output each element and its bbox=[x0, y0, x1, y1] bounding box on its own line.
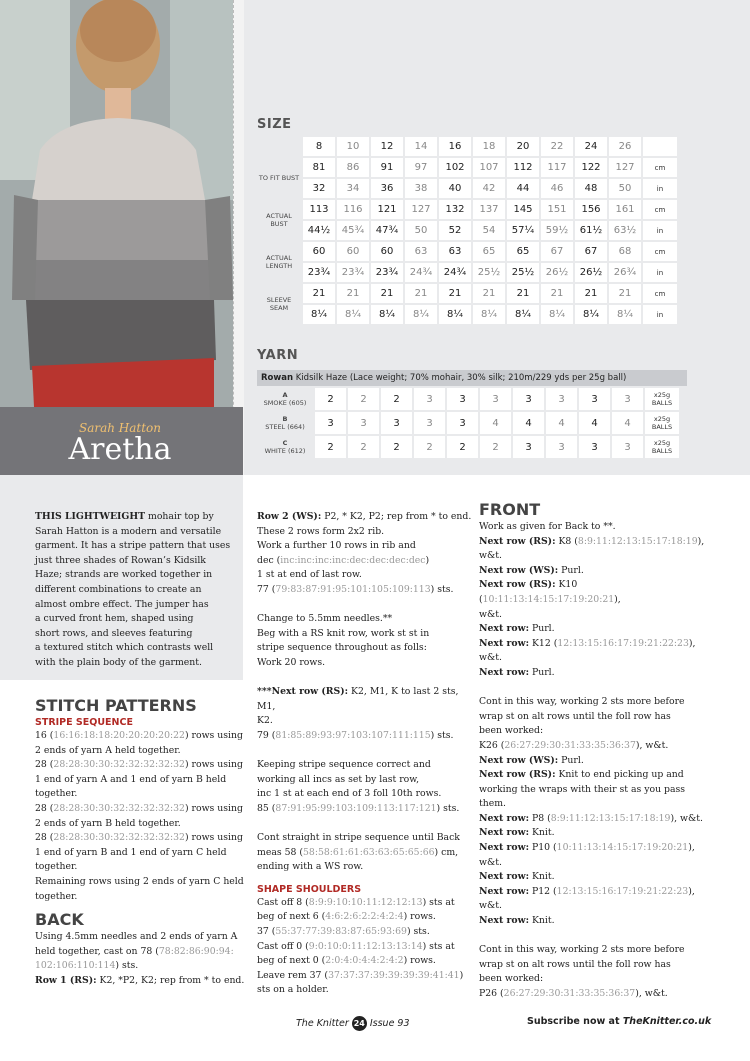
size-cell: 45¾ bbox=[337, 221, 369, 240]
stitch-column: STITCH PATTERNS STRIPE SEQUENCE 16 (16:16:18:18:20:20:20:20:22) rows using 2 ends of yarn A held together. 28 (28:28:30:30:32:32:32:32:32) rows using 1 end of yarn A and 1 end of yarn B held together. 28 (28:28:30:30:32:32:32:32:32) rows using 2 ends of yarn B held together. 28 (28:28:30:30:32:32:32:32:32) rows using 1 end of yarn B and 1 end of yarn C held together. Remaining rows using 2 ends of yarn C held together. BACK Using 4.5mm needles and 2 ends of yarn A held together, cast on 78 (78:82:86:90:94: 102:106:110:114) sts. Row 1 (RS): K2, *P2, K2; rep from * to end. bbox=[35, 696, 245, 986]
garment-photo bbox=[0, 0, 243, 407]
size-row-label: TO FIT BUST bbox=[258, 174, 300, 182]
front-column: FRONT Work as given for Back to **. Next row (RS): K8 (8:9:11:12:13:15:17:18:19), w&t. Next row (WS): Purl. Next row (RS): K10 (10:11:13:14:15:17:19:20:21), w&t. Next row: Purl. Next row: K12 (12:13:15:16:17:19:21:22:23), w&t. Next row: Purl. Cont in this way, working 2 sts more before wrap st on alt rows until the foll row has been worked: K26 (26:27:29:30:31:33:35:36:37), w&t. Next row (WS): Purl. Next row (RS): Knit to end picking up and working the wraps with their st as you pass them. Next row: P8 (8:9:11:12:13:15:17:18:19), w&t. Next row: Knit. Next row: P10 (10:11:13:14:15:17:19:20:21), w&t. Next row: Knit. Next row: P12 (12:13:15:16:17:19:21:22:23), w&t. Next row: Knit. Cont in this way, working 2 sts more before wrap st on alt rows until the foll row has been worked: P26 (26:27:29:30:31:33:35:36:37), w&t. bbox=[479, 500, 719, 1002]
yarn-cell: 2 bbox=[315, 388, 346, 410]
size-unit: in bbox=[643, 221, 677, 240]
yarn-cell: 3 bbox=[546, 388, 577, 410]
size-cell: 44 bbox=[507, 179, 539, 198]
size-cell: 16 bbox=[439, 137, 471, 156]
size-heading: SIZE bbox=[257, 117, 292, 132]
size-cell: 59½ bbox=[541, 221, 573, 240]
size-cell: 36 bbox=[371, 179, 403, 198]
size-cell: 8 bbox=[303, 137, 335, 156]
size-cell: 8¼ bbox=[371, 305, 403, 324]
size-cell: 23¾ bbox=[371, 263, 403, 282]
yarn-shade-label: B STEEL (664) bbox=[265, 415, 305, 431]
yarn-description bbox=[257, 370, 687, 386]
size-cell: 113 bbox=[303, 200, 335, 219]
size-cell: 21 bbox=[473, 284, 505, 303]
yarn-unit: x25g BALLS bbox=[645, 388, 679, 410]
size-cell: 42 bbox=[473, 179, 505, 198]
yarn-unit: x25g BALLS bbox=[645, 412, 679, 434]
size-cell: 63 bbox=[439, 242, 471, 261]
yarn-cell: 2 bbox=[381, 436, 412, 458]
back-column: Row 2 (WS): P2, * K2, P2; rep from * to end. These 2 rows form 2x2 rib. Work a further 10 rows in rib and dec (inc:inc:inc:inc:dec:dec:dec:dec) 1 st at end of last row. 77 (79:83:87:91:95:101:105:109:113) sts. Change to 5.5mm needles.** Beg with a RS knit row, work st st in stripe sequence throughout as folls: Work 20 rows. ***Next row (RS): K2, M1, K to last 2 sts, M1, K2. 79 (81:85:89:93:97:103:107:111:115) sts. Keeping stripe sequence correct and working all incs as set by last row, inc 1 st at each end of 3 foll 10th rows. 85 (87:91:95:99:103:109:113:117:121) sts. Cont straight in stripe sequence until Back meas 58 (58:58:61:61:63:63:65:65:66) cm, ending with a WS row. SHAPE SHOULDERS Cast off 8 (8:9:9:10:10:11:12:12:13) sts at beg of next 6 (4:6:2:6:2:2:4:2:4) rows. 37 (55:37:77:39:83:87:65:93:69) sts. Cast off 0 (9:0:10:0:11:12:13:13:14) sts at beg of next 0 (2:0:4:0:4:4:2:4:2) rows. Leave rem 37 (37:37:37:39:39:39:39:41:41) sts on a holder. bbox=[257, 511, 472, 996]
yarn-cell: 3 bbox=[480, 388, 511, 410]
size-unit: in bbox=[643, 263, 677, 282]
size-cell: 151 bbox=[541, 200, 573, 219]
size-unit: in bbox=[643, 305, 677, 324]
size-cell: 127 bbox=[609, 158, 641, 177]
size-unit: cm bbox=[643, 284, 677, 303]
yarn-cell: 2 bbox=[381, 388, 412, 410]
size-cell: 25½ bbox=[473, 263, 505, 282]
size-cell: 40 bbox=[439, 179, 471, 198]
shape-shoulders-heading: SHAPE SHOULDERS bbox=[257, 883, 362, 895]
size-cell: 54 bbox=[473, 221, 505, 240]
yarn-cell: 3 bbox=[579, 436, 610, 458]
size-cell: 8¼ bbox=[337, 305, 369, 324]
intro-lead: THIS LIGHTWEIGHT bbox=[35, 511, 146, 522]
size-unit: in bbox=[643, 179, 677, 198]
size-cell: 122 bbox=[575, 158, 607, 177]
yarn-cell: 3 bbox=[447, 388, 478, 410]
size-cell: 18 bbox=[473, 137, 505, 156]
size-cell: 102 bbox=[439, 158, 471, 177]
size-unit: cm bbox=[643, 158, 677, 177]
size-cell: 21 bbox=[507, 284, 539, 303]
size-cell: 161 bbox=[609, 200, 641, 219]
yarn-cell: 4 bbox=[480, 412, 511, 434]
size-cell: 52 bbox=[439, 221, 471, 240]
size-cell: 132 bbox=[439, 200, 471, 219]
size-unit: cm bbox=[643, 242, 677, 261]
intro-text: THIS LIGHTWEIGHT mohair top by Sarah Hatton is a modern and versatile garment. It has a stripe pattern that uses just three shades of Rowan’s Kidsilk Haze; strands are worked together in different combinations to create an almost ombre effect. The jumper has a curved front hem, shaped using short rows, and sleeves featuring a textured stitch which contrasts well with the plain body of the garment. bbox=[35, 511, 231, 668]
size-cell: 116 bbox=[337, 200, 369, 219]
yarn-cell: 3 bbox=[579, 388, 610, 410]
size-cell: 112 bbox=[507, 158, 539, 177]
size-row bbox=[257, 158, 677, 177]
size-row bbox=[257, 263, 677, 282]
yarn-cell: 3 bbox=[513, 388, 544, 410]
footer-subscribe[interactable]: Subscribe now at TheKnitter.co.uk bbox=[527, 1016, 712, 1027]
size-cell: 20 bbox=[507, 137, 539, 156]
size-cell: 8¼ bbox=[303, 305, 335, 324]
size-cell: 32 bbox=[303, 179, 335, 198]
size-cell: 63 bbox=[405, 242, 437, 261]
size-cell: 50 bbox=[609, 179, 641, 198]
size-cell: 26½ bbox=[541, 263, 573, 282]
yarn-cell: 3 bbox=[414, 412, 445, 434]
size-cell: 127 bbox=[405, 200, 437, 219]
size-cell: 63½ bbox=[609, 221, 641, 240]
size-cell: 24¾ bbox=[439, 263, 471, 282]
size-cell: 26 bbox=[609, 137, 641, 156]
photo-illustration bbox=[0, 0, 243, 407]
size-cell: 21 bbox=[609, 284, 641, 303]
yarn-details: Kidsilk Haze (Lace weight; 70% mohair, 30% silk; 210m/229 yds per 25g ball) bbox=[293, 373, 627, 383]
size-cell: 65 bbox=[473, 242, 505, 261]
yarn-row bbox=[257, 412, 679, 434]
size-cell: 21 bbox=[575, 284, 607, 303]
size-cell: 137 bbox=[473, 200, 505, 219]
size-cell: 86 bbox=[337, 158, 369, 177]
yarn-unit: x25g BALLS bbox=[645, 436, 679, 458]
yarn-table bbox=[255, 386, 681, 460]
yarn-cell: 4 bbox=[513, 412, 544, 434]
size-cell: 156 bbox=[575, 200, 607, 219]
yarn-cell: 3 bbox=[414, 388, 445, 410]
size-row-label: ACTUAL LENGTH bbox=[265, 254, 293, 270]
size-cell: 38 bbox=[405, 179, 437, 198]
size-cell: 21 bbox=[337, 284, 369, 303]
size-cell: 48 bbox=[575, 179, 607, 198]
size-cell: 22 bbox=[541, 137, 573, 156]
size-row bbox=[257, 284, 677, 303]
size-cell: 46 bbox=[541, 179, 573, 198]
size-cell: 8¼ bbox=[405, 305, 437, 324]
size-cell: 8¼ bbox=[507, 305, 539, 324]
front-heading: FRONT bbox=[479, 500, 541, 519]
size-cell: 21 bbox=[371, 284, 403, 303]
yarn-shade-label: C WHITE (612) bbox=[264, 439, 306, 455]
size-row-label: ACTUAL BUST bbox=[266, 212, 292, 228]
yarn-cell: 3 bbox=[513, 436, 544, 458]
yarn-cell: 2 bbox=[414, 436, 445, 458]
size-cell: 24¾ bbox=[405, 263, 437, 282]
size-cell: 44½ bbox=[303, 221, 335, 240]
size-row bbox=[257, 137, 677, 156]
size-cell: 21 bbox=[405, 284, 437, 303]
size-cell: 67 bbox=[541, 242, 573, 261]
designer-name: Sarah Hatton bbox=[78, 421, 162, 435]
size-cell: 91 bbox=[371, 158, 403, 177]
size-cell: 97 bbox=[405, 158, 437, 177]
size-table bbox=[255, 135, 679, 326]
yarn-cell: 2 bbox=[447, 436, 478, 458]
size-cell: 60 bbox=[337, 242, 369, 261]
size-cell: 21 bbox=[439, 284, 471, 303]
stitch-patterns-heading: STITCH PATTERNS bbox=[35, 696, 197, 715]
size-cell: 24 bbox=[575, 137, 607, 156]
page-spine bbox=[233, 0, 244, 475]
size-row bbox=[257, 242, 677, 261]
yarn-cell: 4 bbox=[546, 412, 577, 434]
yarn-cell: 2 bbox=[348, 436, 379, 458]
yarn-row bbox=[257, 388, 679, 410]
size-cell: 117 bbox=[541, 158, 573, 177]
yarn-cell: 3 bbox=[612, 436, 643, 458]
size-cell: 8¼ bbox=[575, 305, 607, 324]
size-cell: 67 bbox=[575, 242, 607, 261]
size-row-label: SLEEVE SEAM bbox=[266, 296, 292, 312]
size-cell: 50 bbox=[405, 221, 437, 240]
yarn-cell: 2 bbox=[315, 436, 346, 458]
yarn-cell: 3 bbox=[315, 412, 346, 434]
size-cell: 8¼ bbox=[609, 305, 641, 324]
pattern-title: Aretha bbox=[68, 432, 172, 467]
yarn-cell: 4 bbox=[579, 412, 610, 434]
intro-column bbox=[35, 510, 240, 671]
size-cell: 8¼ bbox=[541, 305, 573, 324]
size-cell: 8¼ bbox=[473, 305, 505, 324]
size-cell: 21 bbox=[303, 284, 335, 303]
size-cell: 81 bbox=[303, 158, 335, 177]
size-cell: 121 bbox=[371, 200, 403, 219]
yarn-row bbox=[257, 436, 679, 458]
yarn-heading: YARN bbox=[257, 348, 299, 363]
stripe-sequence-heading: STRIPE SEQUENCE bbox=[35, 717, 133, 728]
size-cell: 65 bbox=[507, 242, 539, 261]
size-cell: 68 bbox=[609, 242, 641, 261]
yarn-cell: 3 bbox=[348, 412, 379, 434]
size-row bbox=[257, 179, 677, 198]
size-unit: cm bbox=[643, 200, 677, 219]
yarn-cell: 4 bbox=[612, 412, 643, 434]
yarn-cell: 3 bbox=[612, 388, 643, 410]
size-row bbox=[257, 305, 677, 324]
size-cell: 14 bbox=[405, 137, 437, 156]
size-cell: 23¾ bbox=[337, 263, 369, 282]
size-cell: 47¾ bbox=[371, 221, 403, 240]
size-cell: 26¾ bbox=[609, 263, 641, 282]
yarn-shade-label: A SMOKE (605) bbox=[263, 391, 307, 407]
size-cell: 23¾ bbox=[303, 263, 335, 282]
size-cell: 10 bbox=[337, 137, 369, 156]
page-number: 24 bbox=[352, 1016, 367, 1031]
yarn-brand: Rowan bbox=[261, 373, 294, 383]
back-heading: BACK bbox=[35, 910, 84, 930]
size-cell: 107 bbox=[473, 158, 505, 177]
yarn-cell: 3 bbox=[546, 436, 577, 458]
size-cell: 57¼ bbox=[507, 221, 539, 240]
size-row bbox=[257, 200, 677, 219]
footer-issue: The Knitter 24 Issue 93 bbox=[296, 1018, 410, 1029]
size-cell: 145 bbox=[507, 200, 539, 219]
size-cell: 12 bbox=[371, 137, 403, 156]
size-cell: 25½ bbox=[507, 263, 539, 282]
size-cell: 8¼ bbox=[439, 305, 471, 324]
size-cell: 60 bbox=[303, 242, 335, 261]
yarn-cell: 2 bbox=[348, 388, 379, 410]
yarn-cell: 3 bbox=[381, 412, 412, 434]
yarn-cell: 3 bbox=[447, 412, 478, 434]
yarn-cell: 2 bbox=[480, 436, 511, 458]
size-row-label bbox=[257, 137, 301, 156]
size-cell: 34 bbox=[337, 179, 369, 198]
size-cell: 21 bbox=[541, 284, 573, 303]
size-cell: 60 bbox=[371, 242, 403, 261]
size-cell: 61½ bbox=[575, 221, 607, 240]
size-unit bbox=[643, 137, 677, 156]
size-row bbox=[257, 221, 677, 240]
size-cell: 26½ bbox=[575, 263, 607, 282]
